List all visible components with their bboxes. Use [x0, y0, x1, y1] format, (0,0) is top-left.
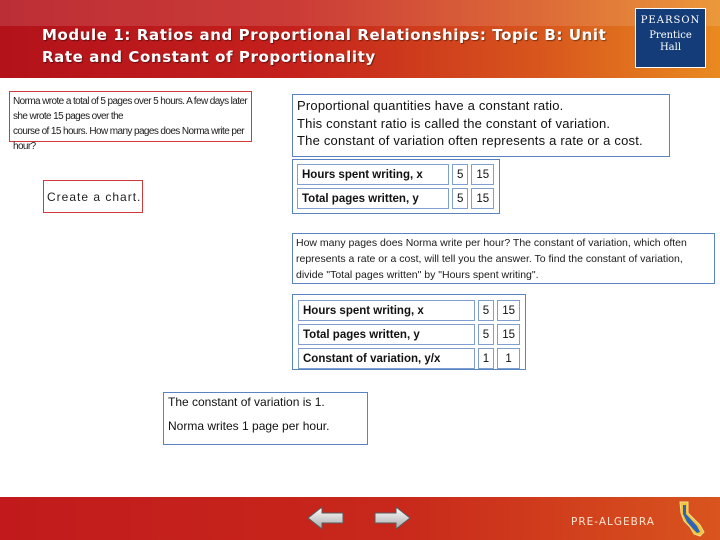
create-chart-button[interactable]: Create a chart.: [43, 180, 143, 213]
previous-arrow-icon[interactable]: [307, 506, 345, 530]
course-label: PRE-ALGEBRA: [571, 516, 655, 528]
conclusion-line1: The constant of variation is 1.: [168, 395, 325, 409]
table-cell: 5: [452, 188, 468, 209]
table-row-label: Constant of variation, y/x: [298, 348, 475, 369]
conclusion-box: [163, 392, 368, 445]
table-row: [298, 300, 520, 321]
question-line1: How many pages does Norma write per hour? The constant of variation, which often: [296, 237, 687, 249]
question-box: [292, 233, 715, 284]
problem-box: [9, 91, 252, 152]
table-cell: 15: [497, 324, 520, 345]
table-row: [297, 188, 494, 209]
table-cell: 1: [497, 348, 520, 369]
problem-line2: course of 15 hours. How many pages does Norma write per hour?: [13, 126, 245, 152]
table-cell: 15: [471, 188, 494, 209]
table-row: [298, 348, 520, 369]
question-line2: represents a rate or a cost, will tell you the answer. To find the constant of variation,: [296, 253, 683, 265]
table-cell: 5: [478, 300, 494, 321]
table-cell: 5: [478, 324, 494, 345]
table-row-label: Total pages written, y: [297, 188, 449, 209]
question-line3: divide "Total pages written" by "Hours spent writing".: [296, 269, 539, 281]
table-row: [297, 164, 494, 185]
footer-bar: [0, 497, 720, 540]
problem-line1: Norma wrote a total of 5 pages over 5 hours. A few days later she wrote 15 pages over the: [13, 96, 248, 122]
california-logo-icon: [670, 499, 710, 539]
table-row: [298, 324, 520, 345]
constant-table: [292, 294, 526, 370]
table-row-label: Hours spent writing, x: [297, 164, 449, 185]
facts-line2: This constant ratio is called the constant of variation.: [297, 115, 611, 131]
next-arrow-icon[interactable]: [373, 506, 411, 530]
logo-line1: PEARSON: [640, 15, 701, 26]
logo-line3: Hall: [659, 42, 682, 53]
header-gloss: [0, 0, 720, 26]
table-cell: 15: [497, 300, 520, 321]
publisher-logo: [635, 8, 706, 68]
facts-line3: The constant of variation often represents a rate or a cost.: [297, 133, 643, 148]
facts-box: [292, 94, 670, 157]
conclusion-line2: Norma writes 1 page per hour.: [168, 419, 330, 433]
page-title: [42, 24, 682, 68]
table-row-label: Hours spent writing, x: [298, 300, 475, 321]
page-title-line1: Module 1: Ratios and Proportional Relationships: Topic B: Unit: [42, 26, 607, 44]
facts-line1: Proportional quantities have a constant ratio.: [297, 98, 564, 113]
logo-line2: Prentice: [649, 30, 692, 41]
table-cell: 5: [452, 164, 468, 185]
page-title-line2: Rate and Constant of Proportionality: [42, 48, 376, 66]
table-cell: 15: [471, 164, 494, 185]
header-banner: [0, 0, 720, 78]
data-table: [292, 159, 500, 214]
table-cell: 1: [478, 348, 494, 369]
table-row-label: Total pages written, y: [298, 324, 475, 345]
